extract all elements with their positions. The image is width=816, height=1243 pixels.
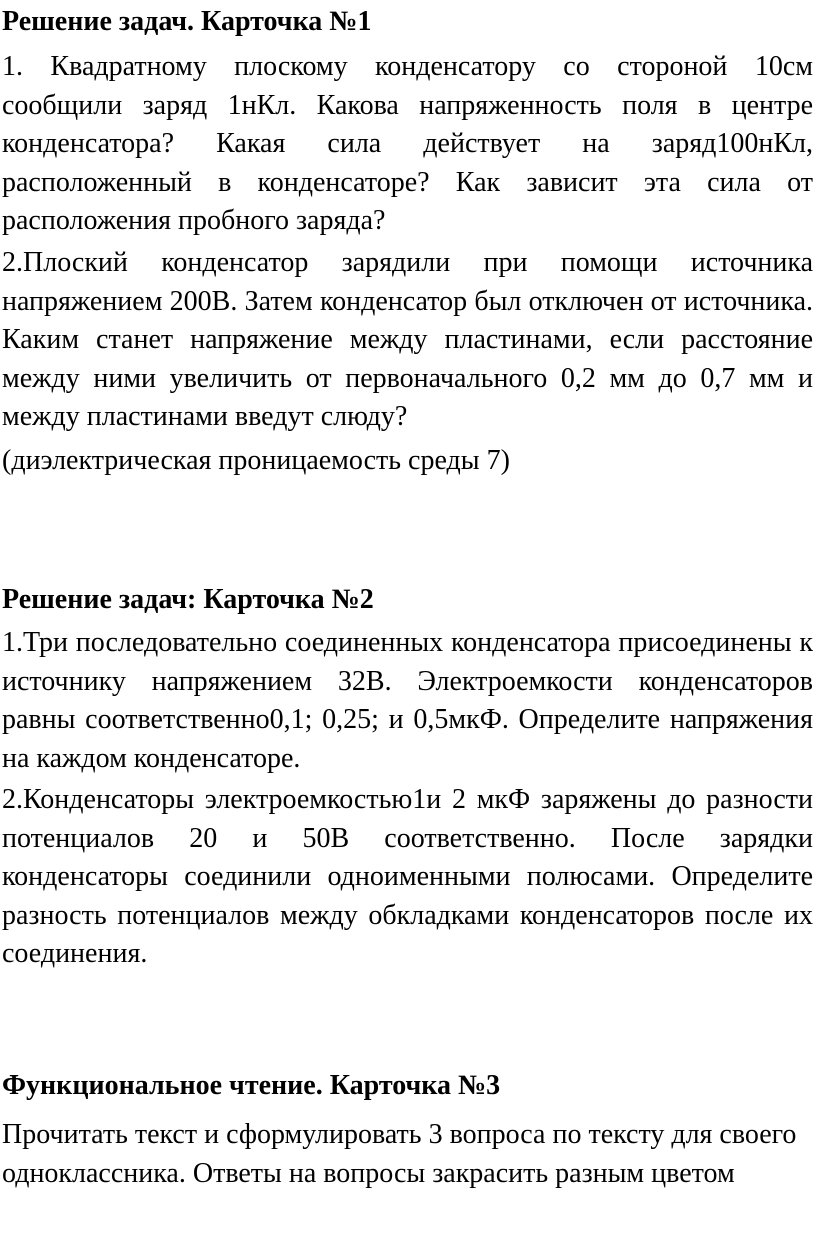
card1-note: (диэлектрическая проницаемость среды 7) <box>2 445 510 476</box>
card2-heading: Решение задач: Карточка №2 <box>2 584 374 615</box>
card2-task2: 2.Конденсаторы электроемкостью1и 2 мкФ заряжены до разности потенциалов 20 и 50В соответственно. После зарядки конденсаторы соединили одноименными полюсами. Определите разность потенциалов между обкладками конденсаторов после их соединения. <box>2 784 813 969</box>
card1-task1: 1. Квадратному плоскому конденсатору со стороной 10см сообщили заряд 1нКл. Какова напряженность поля в центре конденсатора? Какая сила действует на заряд100нКл, расположенный в конденсаторе? Как зависит эта сила от расположения пробного заряда? <box>2 51 813 236</box>
card1-task2: 2.Плоский конденсатор зарядили при помощи источника напряжением 200В. Затем конденсатор был отключен от источника. Каким станет напряжение между пластинами, если расстояние между ними увеличить от первоначального 0,2 мм до 0,7 мм и между пластинами введут слюду? <box>2 247 813 432</box>
card3-text: Прочитать текст и сформулировать 3 вопроса по тексту для своего одноклассника. Ответы на вопросы закрасить разным цветом <box>2 1119 797 1189</box>
card2-task1: 1.Три последовательно соединенных конденсатора присоединены к источнику напряжением 32В. Электроемкости конденсаторов равны соответственно0,1; 0,25; и 0,5мкФ. Определите напряжения на каждом конденсаторе. <box>2 627 813 774</box>
card1-heading: Решение задач. Карточка №1 <box>2 6 372 37</box>
card3-heading: Функциональное чтение. Карточка №3 <box>2 1070 501 1101</box>
